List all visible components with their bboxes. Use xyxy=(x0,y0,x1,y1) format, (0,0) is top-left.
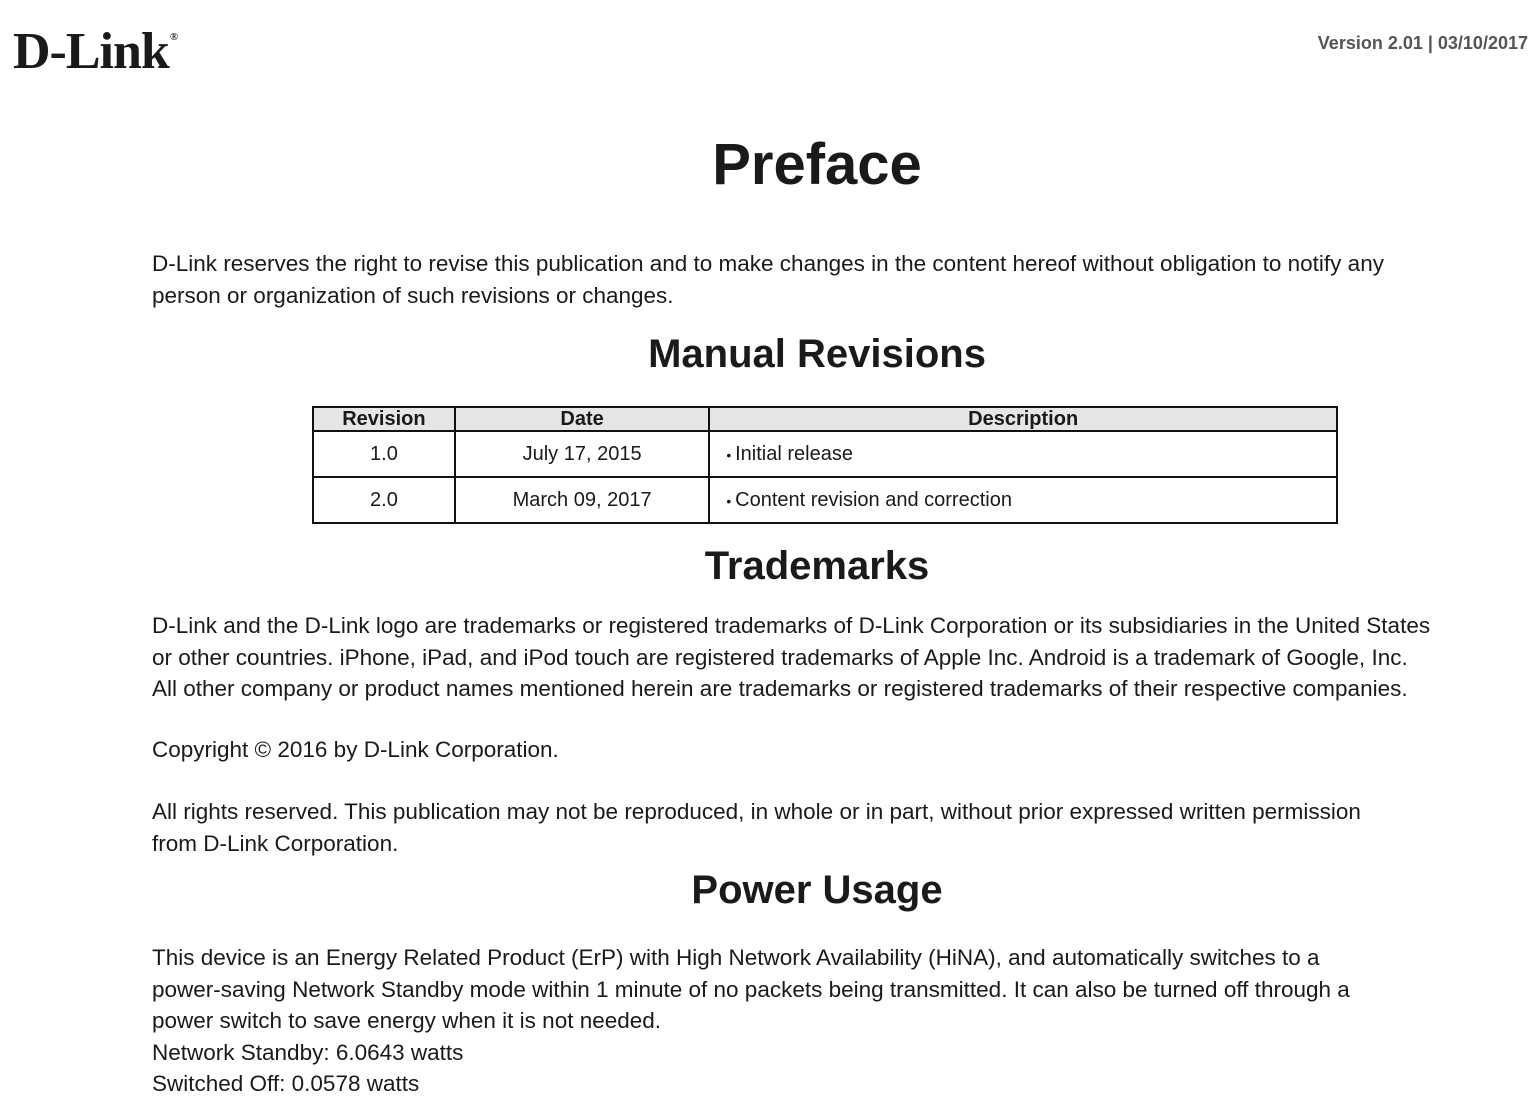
revision-cell: 2.0 xyxy=(313,477,455,523)
power-line: power switch to save energy when it is not needed. xyxy=(152,1008,662,1033)
power-usage-heading: Power Usage xyxy=(691,868,943,912)
power-line: power-saving Network Standby mode within 1 minute of no packets being transmitted. It can also be turned off through a xyxy=(152,976,1350,1002)
trademarks-line: D-Link and the D-Link logo are trademarks or registered trademarks of D-Link Corporation or its subsidiaries in the United States xyxy=(152,613,1431,638)
revisions-table xyxy=(312,406,1338,524)
table-row xyxy=(313,477,1337,523)
power-paragraph xyxy=(152,942,1482,1100)
trademarks-paragraph xyxy=(152,610,1482,705)
trademarks-line: All other company or product names mentioned herein are trademarks or registered trademarks of their respective companies. xyxy=(152,676,1408,701)
revision-cell: 1.0 xyxy=(313,431,455,477)
version-label: Version 2.01 | 03/10/2017 xyxy=(1317,33,1528,53)
rights-line: from D-Link Corporation. xyxy=(152,830,399,856)
trademarks-heading: Trademarks xyxy=(704,544,930,588)
column-header-revision: Revision xyxy=(313,407,455,431)
trademarks-line: or other countries. iPhone, iPad, and iPod touch are registered trademarks of Apple Inc. Android is a trademark of Google, Inc. xyxy=(152,644,1408,670)
intro-line: D-Link reserves the right to revise this publication and to make changes in the content hereof without obligation to notify any xyxy=(152,251,1384,276)
copyright-line: Copyright © 2016 by D-Link Corporation. xyxy=(152,737,559,762)
page-title: Preface xyxy=(712,132,922,197)
description-cell: • Content revision and correction xyxy=(709,477,1337,523)
table-row xyxy=(313,431,1337,477)
rights-line: All rights reserved. This publication may not be reproduced, in whole or in part, without prior expressed written permission xyxy=(152,799,1361,824)
date-cell: March 09, 2017 xyxy=(455,477,709,523)
power-line: This device is an Energy Related Product (ErP) with High Network Availability (HiNA), and automatically switches to a xyxy=(152,945,1320,970)
manual-revisions-heading: Manual Revisions xyxy=(648,332,986,376)
column-header-description: Description xyxy=(709,407,1337,431)
d-link-logo: D-Link® xyxy=(13,23,178,80)
intro-line: person or organization of such revisions or changes. xyxy=(152,282,674,308)
column-header-date: Date xyxy=(455,407,709,431)
date-cell: July 17, 2015 xyxy=(455,431,709,477)
description-cell: • Initial release xyxy=(709,431,1337,477)
rights-paragraph xyxy=(152,796,1482,859)
network-standby-value: Network Standby: 6.0643 watts xyxy=(152,1039,464,1065)
intro-paragraph xyxy=(152,248,1482,311)
switched-off-value: Switched Off: 0.0578 watts xyxy=(152,1071,420,1096)
table-header-row xyxy=(313,407,1337,431)
